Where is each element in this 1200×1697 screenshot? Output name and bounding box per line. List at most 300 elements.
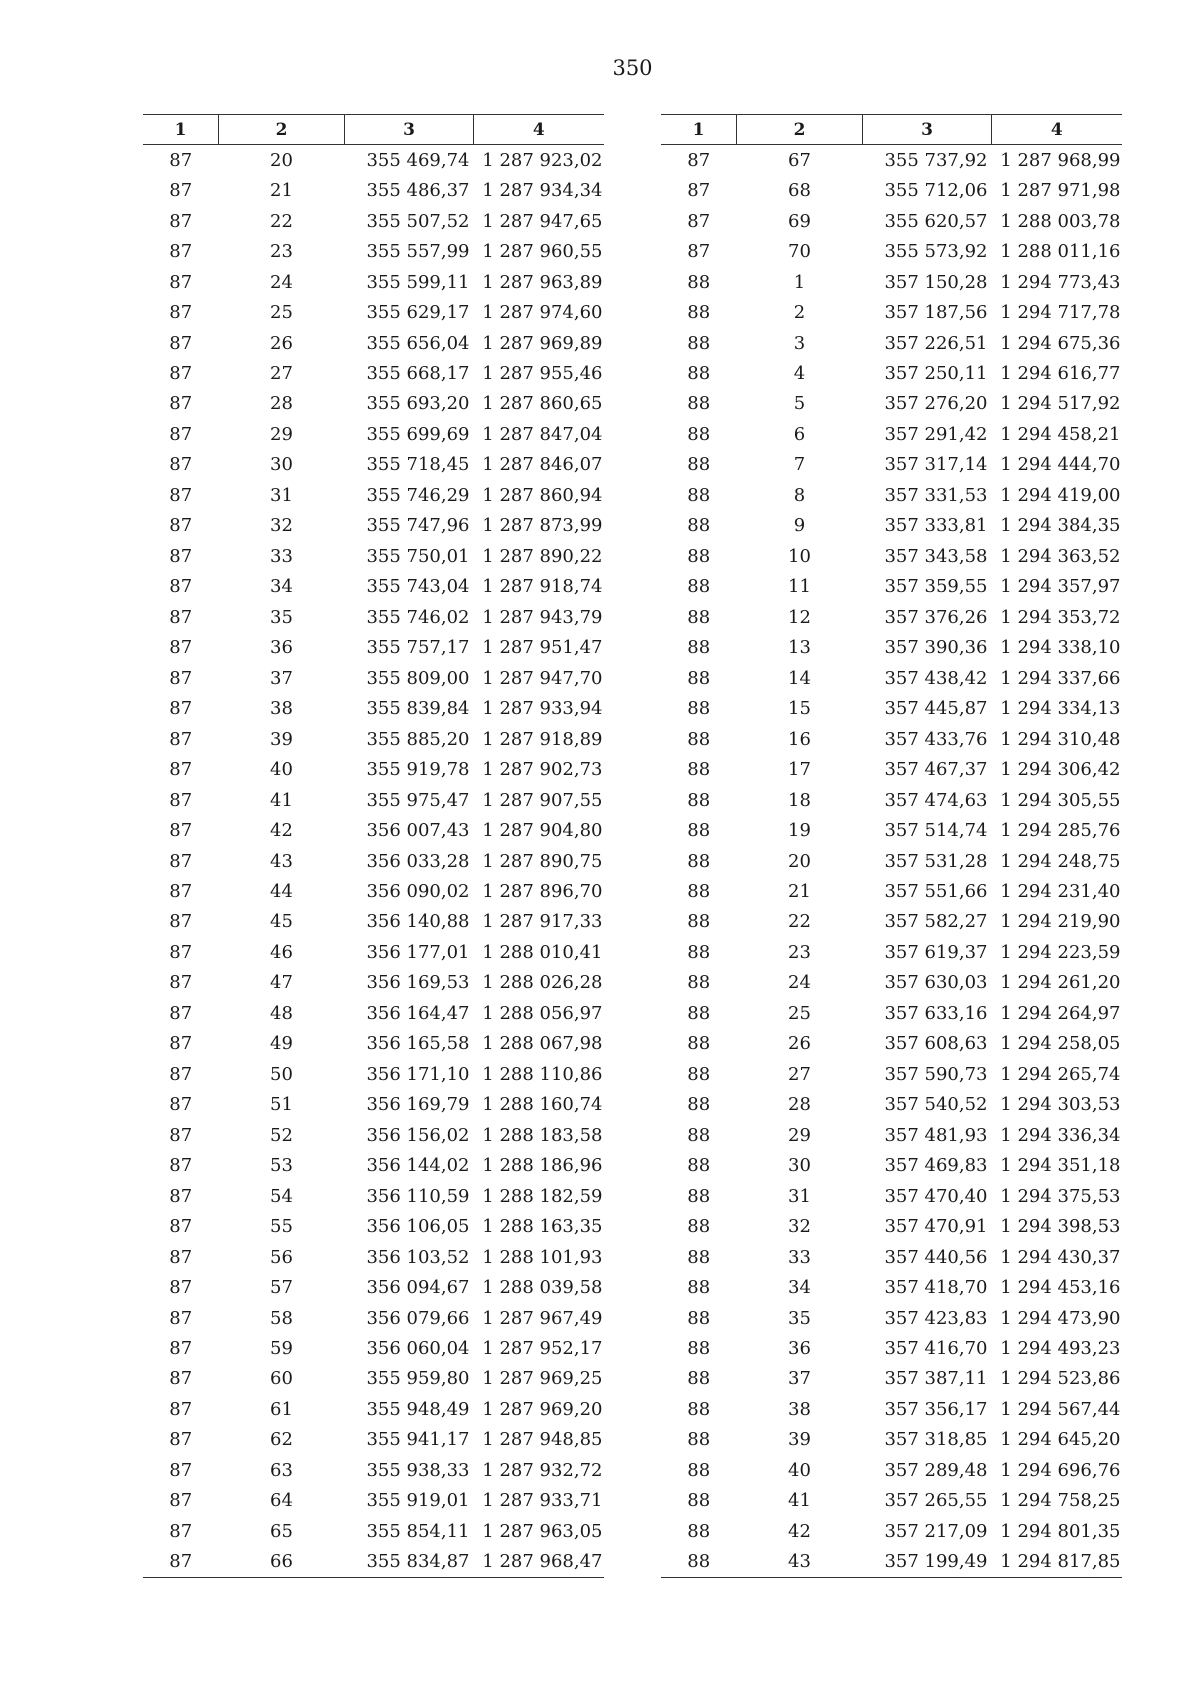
cell-col-4: 1 288 039,58 xyxy=(482,1277,603,1299)
table-row xyxy=(143,267,604,297)
table-row xyxy=(661,1516,1122,1546)
cell-col-1: 88 xyxy=(687,1398,711,1420)
column-header-1: 1 xyxy=(661,115,737,145)
cell-col-2: 51 xyxy=(270,1094,293,1116)
cell-col-1: 88 xyxy=(687,1124,711,1146)
cell-col-1: 87 xyxy=(169,1368,193,1390)
table-row xyxy=(661,1211,1122,1241)
table-row xyxy=(143,1150,604,1180)
cell-col-4: 1 288 183,58 xyxy=(482,1124,603,1146)
cell-col-2: 25 xyxy=(270,302,293,324)
cell-col-2: 31 xyxy=(788,1185,811,1207)
cell-col-4: 1 294 338,10 xyxy=(1000,637,1121,659)
table-row xyxy=(143,450,604,480)
cell-col-4: 1 287 971,98 xyxy=(1000,180,1121,202)
table-row xyxy=(661,419,1122,449)
table-row xyxy=(661,1333,1122,1363)
table-row xyxy=(661,876,1122,906)
cell-col-2: 27 xyxy=(270,363,293,385)
cell-col-3: 356 156,02 xyxy=(366,1124,470,1146)
table-row xyxy=(143,297,604,327)
cell-col-2: 36 xyxy=(788,1338,811,1360)
cell-col-2: 29 xyxy=(270,423,293,445)
table-row xyxy=(661,1547,1122,1578)
cell-col-2: 43 xyxy=(737,1547,863,1578)
table-body xyxy=(661,145,1122,1578)
cell-col-3: 355 599,11 xyxy=(366,271,470,293)
table-row xyxy=(661,724,1122,754)
cell-col-4: 1 294 817,85 xyxy=(992,1547,1122,1578)
cell-col-4: 1 288 067,98 xyxy=(482,1033,603,1055)
cell-col-3: 356 169,79 xyxy=(366,1094,470,1116)
cell-col-2: 47 xyxy=(270,972,293,994)
cell-col-1: 87 xyxy=(169,454,193,476)
table-row xyxy=(661,633,1122,663)
cell-col-4: 1 294 444,70 xyxy=(1000,454,1121,476)
cell-col-1: 87 xyxy=(169,210,193,232)
cell-col-4: 1 287 904,80 xyxy=(482,820,603,842)
table-row xyxy=(143,328,604,358)
cell-col-2: 41 xyxy=(788,1490,811,1512)
table-row xyxy=(661,1486,1122,1516)
cell-col-3: 356 094,67 xyxy=(366,1277,470,1299)
table-row xyxy=(661,267,1122,297)
cell-col-2: 15 xyxy=(788,698,811,720)
cell-col-4: 1 287 902,73 xyxy=(482,759,603,781)
cell-col-1: 87 xyxy=(169,1459,193,1481)
table-row xyxy=(661,1394,1122,1424)
cell-col-3: 356 144,02 xyxy=(366,1155,470,1177)
cell-col-1: 88 xyxy=(687,911,711,933)
cell-col-4: 1 287 969,20 xyxy=(482,1398,603,1420)
cell-col-1: 88 xyxy=(687,1368,711,1390)
cell-col-2: 56 xyxy=(270,1246,293,1268)
cell-col-4: 1 287 963,89 xyxy=(482,271,603,293)
cell-col-4: 1 294 717,78 xyxy=(1000,302,1121,324)
cell-col-4: 1 288 160,74 xyxy=(482,1094,603,1116)
cell-col-2: 25 xyxy=(788,1002,811,1024)
cell-col-2: 52 xyxy=(270,1124,293,1146)
cell-col-2: 40 xyxy=(270,759,293,781)
cell-col-3: 357 470,40 xyxy=(884,1185,988,1207)
cell-col-3: 355 948,49 xyxy=(366,1398,470,1420)
cell-col-3: 355 656,04 xyxy=(366,332,470,354)
cell-col-4: 1 288 003,78 xyxy=(1000,210,1121,232)
cell-col-3: 355 693,20 xyxy=(366,393,470,415)
cell-col-1: 87 xyxy=(169,850,193,872)
table-row xyxy=(661,1242,1122,1272)
cell-col-2: 54 xyxy=(270,1185,293,1207)
cell-col-3: 355 573,92 xyxy=(884,241,988,263)
table-header-row xyxy=(661,115,1122,145)
cell-col-4: 1 287 933,94 xyxy=(482,698,603,720)
cell-col-1: 87 xyxy=(169,1033,193,1055)
cell-col-4: 1 287 969,25 xyxy=(482,1368,603,1390)
cell-col-4: 1 287 923,02 xyxy=(482,149,603,171)
cell-col-2: 23 xyxy=(270,241,293,263)
cell-col-4: 1 294 473,90 xyxy=(1000,1307,1121,1329)
cell-col-1: 87 xyxy=(169,728,193,750)
cell-col-1: 87 xyxy=(169,515,193,537)
cell-col-4: 1 287 917,33 xyxy=(482,911,603,933)
cell-col-2: 33 xyxy=(270,545,293,567)
cell-col-1: 88 xyxy=(687,667,711,689)
cell-col-2: 42 xyxy=(270,820,293,842)
cell-col-2: 26 xyxy=(270,332,293,354)
cell-col-3: 357 276,20 xyxy=(884,393,988,415)
cell-col-3: 357 331,53 xyxy=(884,484,988,506)
cell-col-4: 1 287 890,22 xyxy=(482,545,603,567)
table-row xyxy=(143,1120,604,1150)
cell-col-2: 64 xyxy=(270,1490,293,1512)
cell-col-2: 20 xyxy=(788,850,811,872)
cell-col-3: 357 551,66 xyxy=(884,880,988,902)
table-row xyxy=(661,785,1122,815)
cell-col-4: 1 294 351,18 xyxy=(1000,1155,1121,1177)
table-row xyxy=(143,785,604,815)
cell-col-2: 18 xyxy=(788,789,811,811)
cell-col-4: 1 294 567,44 xyxy=(1000,1398,1121,1420)
cell-col-1: 88 xyxy=(687,1307,711,1329)
cell-col-2: 40 xyxy=(788,1459,811,1481)
cell-col-1: 87 xyxy=(169,1246,193,1268)
cell-col-3: 357 356,17 xyxy=(884,1398,988,1420)
cell-col-4: 1 294 375,53 xyxy=(1000,1185,1121,1207)
cell-col-1: 88 xyxy=(687,728,711,750)
cell-col-4: 1 294 453,16 xyxy=(1000,1277,1121,1299)
cell-col-1: 87 xyxy=(687,149,711,171)
table-row xyxy=(143,419,604,449)
page-number: 350 xyxy=(612,56,653,80)
table-row xyxy=(143,1333,604,1363)
cell-col-4: 1 294 219,90 xyxy=(1000,911,1121,933)
cell-col-1: 88 xyxy=(687,423,711,445)
cell-col-4: 1 287 860,94 xyxy=(482,484,603,506)
cell-col-4: 1 287 974,60 xyxy=(482,302,603,324)
cell-col-3: 356 106,05 xyxy=(366,1216,470,1238)
cell-col-1: 88 xyxy=(687,972,711,994)
cell-col-1: 87 xyxy=(169,1277,193,1299)
cell-col-1: 88 xyxy=(687,1338,711,1360)
cell-col-3: 357 387,11 xyxy=(884,1368,988,1390)
table-row xyxy=(143,480,604,510)
cell-col-1: 87 xyxy=(169,1520,193,1542)
cell-col-2: 37 xyxy=(270,667,293,689)
table-row xyxy=(143,1211,604,1241)
cell-col-3: 355 975,47 xyxy=(366,789,470,811)
cell-col-1: 88 xyxy=(687,789,711,811)
cell-col-4: 1 294 430,37 xyxy=(1000,1246,1121,1268)
table-row xyxy=(661,1181,1122,1211)
table-row xyxy=(143,815,604,845)
cell-col-4: 1 294 223,59 xyxy=(1000,941,1121,963)
cell-col-4: 1 287 951,47 xyxy=(482,637,603,659)
cell-col-1: 87 xyxy=(169,1185,193,1207)
table-row xyxy=(661,389,1122,419)
table-row xyxy=(143,968,604,998)
cell-col-2: 63 xyxy=(270,1459,293,1481)
cell-col-4: 1 288 110,86 xyxy=(482,1063,603,1085)
cell-col-3: 357 418,70 xyxy=(884,1277,988,1299)
table-row xyxy=(661,1303,1122,1333)
cell-col-3: 357 359,55 xyxy=(884,576,988,598)
cell-col-4: 1 294 337,66 xyxy=(1000,667,1121,689)
cell-col-2: 32 xyxy=(270,515,293,537)
cell-col-1: 88 xyxy=(687,1429,711,1451)
cell-col-4: 1 294 353,72 xyxy=(1000,606,1121,628)
cell-col-4: 1 294 264,97 xyxy=(1000,1002,1121,1024)
coordinates-table-left xyxy=(143,114,604,1578)
cell-col-4: 1 294 285,76 xyxy=(1000,820,1121,842)
cell-col-4: 1 288 026,28 xyxy=(482,972,603,994)
cell-col-1: 87 xyxy=(169,789,193,811)
cell-col-3: 357 333,81 xyxy=(884,515,988,537)
cell-col-4: 1 287 896,70 xyxy=(482,880,603,902)
cell-col-2: 37 xyxy=(788,1368,811,1390)
table-row xyxy=(143,846,604,876)
cell-col-4: 1 287 934,34 xyxy=(482,180,603,202)
cell-col-4: 1 294 517,92 xyxy=(1000,393,1121,415)
cell-col-4: 1 287 943,79 xyxy=(482,606,603,628)
cell-col-4: 1 288 182,59 xyxy=(482,1185,603,1207)
cell-col-1: 88 xyxy=(687,698,711,720)
cell-col-4: 1 287 860,65 xyxy=(482,393,603,415)
cell-col-4: 1 287 907,55 xyxy=(482,789,603,811)
cell-col-2: 6 xyxy=(793,423,806,445)
cell-col-4: 1 294 675,36 xyxy=(1000,332,1121,354)
cell-col-1: 87 xyxy=(169,576,193,598)
cell-col-3: 355 854,11 xyxy=(366,1520,470,1542)
cell-col-3: 357 470,91 xyxy=(884,1216,988,1238)
cell-col-4: 1 294 419,00 xyxy=(1000,484,1121,506)
cell-col-2: 39 xyxy=(270,728,293,750)
cell-col-2: 59 xyxy=(270,1338,293,1360)
cell-col-2: 16 xyxy=(788,728,811,750)
cell-col-2: 48 xyxy=(270,1002,293,1024)
cell-col-2: 4 xyxy=(793,363,806,385)
cell-col-1: 88 xyxy=(687,1063,711,1085)
table-row xyxy=(143,724,604,754)
cell-col-1: 87 xyxy=(169,332,193,354)
table-row xyxy=(143,1242,604,1272)
cell-col-4: 1 294 616,77 xyxy=(1000,363,1121,385)
table-row xyxy=(661,1059,1122,1089)
cell-col-3: 357 582,27 xyxy=(884,911,988,933)
cell-col-2: 10 xyxy=(788,545,811,567)
cell-col-4: 1 287 890,75 xyxy=(482,850,603,872)
cell-col-2: 69 xyxy=(788,210,811,232)
cell-col-3: 355 469,74 xyxy=(366,149,470,171)
cell-col-4: 1 294 357,97 xyxy=(1000,576,1121,598)
cell-col-3: 357 467,37 xyxy=(884,759,988,781)
cell-col-3: 357 531,28 xyxy=(884,850,988,872)
cell-col-4: 1 294 265,74 xyxy=(1000,1063,1121,1085)
cell-col-1: 87 xyxy=(169,1124,193,1146)
cell-col-1: 88 xyxy=(687,302,711,324)
cell-col-3: 355 746,02 xyxy=(366,606,470,628)
cell-col-2: 44 xyxy=(270,880,293,902)
cell-col-1: 87 xyxy=(169,820,193,842)
cell-col-4: 1 294 758,25 xyxy=(1000,1490,1121,1512)
cell-col-3: 357 187,56 xyxy=(884,302,988,324)
table-row xyxy=(661,1272,1122,1302)
table-row xyxy=(661,480,1122,510)
cell-col-3: 355 737,92 xyxy=(884,149,988,171)
cell-col-1: 87 xyxy=(169,759,193,781)
cell-col-2: 21 xyxy=(270,180,293,202)
cell-col-1: 88 xyxy=(687,759,711,781)
cell-col-3: 357 291,42 xyxy=(884,423,988,445)
column-header-1: 1 xyxy=(143,115,219,145)
cell-col-3: 357 226,51 xyxy=(884,332,988,354)
cell-col-1: 88 xyxy=(687,363,711,385)
cell-col-4: 1 294 458,21 xyxy=(1000,423,1121,445)
cell-col-2: 55 xyxy=(270,1216,293,1238)
cell-col-2: 24 xyxy=(788,972,811,994)
cell-col-3: 356 033,28 xyxy=(366,850,470,872)
column-header-2: 2 xyxy=(737,115,863,145)
cell-col-3: 357 265,55 xyxy=(884,1490,988,1512)
cell-col-1: 87 xyxy=(169,1155,193,1177)
table-row xyxy=(661,663,1122,693)
cell-col-2: 31 xyxy=(270,484,293,506)
table-row xyxy=(661,297,1122,327)
cell-col-3: 356 169,53 xyxy=(366,972,470,994)
cell-col-1: 88 xyxy=(687,1033,711,1055)
cell-col-3: 357 590,73 xyxy=(884,1063,988,1085)
cell-col-3: 355 620,57 xyxy=(884,210,988,232)
table-row xyxy=(143,572,604,602)
cell-col-2: 13 xyxy=(788,637,811,659)
cell-col-1: 88 xyxy=(661,1547,737,1578)
table-row xyxy=(661,1425,1122,1455)
cell-col-4: 1 287 967,49 xyxy=(482,1307,603,1329)
table-row xyxy=(143,1486,604,1516)
cell-col-2: 41 xyxy=(270,789,293,811)
cell-col-3: 355 834,87 xyxy=(345,1547,474,1578)
cell-col-1: 87 xyxy=(169,606,193,628)
cell-col-1: 88 xyxy=(687,850,711,872)
cell-col-3: 355 668,17 xyxy=(366,363,470,385)
table-row xyxy=(143,1029,604,1059)
cell-col-3: 357 481,93 xyxy=(884,1124,988,1146)
cell-col-3: 357 250,11 xyxy=(884,363,988,385)
coordinates-table-right xyxy=(661,114,1122,1578)
table-body xyxy=(143,145,604,1578)
cell-col-4: 1 294 310,48 xyxy=(1000,728,1121,750)
table-row xyxy=(661,998,1122,1028)
cell-col-2: 61 xyxy=(270,1398,293,1420)
cell-col-3: 356 164,47 xyxy=(366,1002,470,1024)
cell-col-4: 1 287 960,55 xyxy=(482,241,603,263)
cell-col-1: 88 xyxy=(687,606,711,628)
table-row xyxy=(143,876,604,906)
cell-col-2: 34 xyxy=(788,1277,811,1299)
table-header-row xyxy=(143,115,604,145)
table-row xyxy=(143,175,604,205)
table-row xyxy=(661,602,1122,632)
cell-col-2: 21 xyxy=(788,880,811,902)
cell-col-2: 45 xyxy=(270,911,293,933)
cell-col-2: 26 xyxy=(788,1033,811,1055)
cell-col-1: 87 xyxy=(169,1398,193,1420)
cell-col-2: 17 xyxy=(788,759,811,781)
cell-col-2: 12 xyxy=(788,606,811,628)
column-header-4: 4 xyxy=(474,115,604,145)
table-row xyxy=(143,358,604,388)
cell-col-3: 356 165,58 xyxy=(366,1033,470,1055)
cell-col-2: 11 xyxy=(788,576,811,598)
cell-col-4: 1 287 952,17 xyxy=(482,1338,603,1360)
cell-col-3: 357 633,16 xyxy=(884,1002,988,1024)
cell-col-3: 355 718,45 xyxy=(366,454,470,476)
cell-col-1: 88 xyxy=(687,515,711,537)
table-row xyxy=(661,937,1122,967)
cell-col-1: 87 xyxy=(169,545,193,567)
table-row xyxy=(143,145,604,176)
table-row xyxy=(661,1364,1122,1394)
cell-col-4: 1 294 363,52 xyxy=(1000,545,1121,567)
cell-col-3: 357 514,74 xyxy=(884,820,988,842)
cell-col-4: 1 287 963,05 xyxy=(482,1520,603,1542)
table-row xyxy=(143,1272,604,1302)
cell-col-4: 1 288 101,93 xyxy=(482,1246,603,1268)
column-header-3: 3 xyxy=(345,115,474,145)
table-row xyxy=(143,998,604,1028)
cell-col-1: 87 xyxy=(169,1338,193,1360)
table-row xyxy=(143,693,604,723)
cell-col-1: 87 xyxy=(169,1063,193,1085)
cell-col-2: 33 xyxy=(788,1246,811,1268)
cell-col-2: 60 xyxy=(270,1368,293,1390)
cell-col-4: 1 287 873,99 xyxy=(482,515,603,537)
cell-col-3: 357 619,37 xyxy=(884,941,988,963)
cell-col-4: 1 294 773,43 xyxy=(1000,271,1121,293)
table-row xyxy=(143,1455,604,1485)
cell-col-4: 1 287 918,89 xyxy=(482,728,603,750)
table-row xyxy=(143,633,604,663)
table-row xyxy=(143,1394,604,1424)
cell-col-3: 356 177,01 xyxy=(366,941,470,963)
cell-col-1: 88 xyxy=(687,820,711,842)
cell-col-4: 1 294 248,75 xyxy=(1000,850,1121,872)
cell-col-2: 57 xyxy=(270,1277,293,1299)
cell-col-3: 357 630,03 xyxy=(884,972,988,994)
cell-col-3: 355 885,20 xyxy=(366,728,470,750)
cell-col-2: 67 xyxy=(788,149,811,171)
table-row xyxy=(661,846,1122,876)
cell-col-2: 53 xyxy=(270,1155,293,1177)
cell-col-3: 356 079,66 xyxy=(366,1307,470,1329)
cell-col-3: 357 540,52 xyxy=(884,1094,988,1116)
cell-col-3: 357 217,09 xyxy=(884,1520,988,1542)
cell-col-2: 43 xyxy=(270,850,293,872)
cell-col-4: 1 294 398,53 xyxy=(1000,1216,1121,1238)
cell-col-4: 1 287 932,72 xyxy=(482,1459,603,1481)
cell-col-1: 88 xyxy=(687,1094,711,1116)
cell-col-3: 357 423,83 xyxy=(884,1307,988,1329)
cell-col-2: 65 xyxy=(270,1520,293,1542)
cell-col-3: 355 941,17 xyxy=(366,1429,470,1451)
table-row xyxy=(661,907,1122,937)
cell-col-4: 1 294 305,55 xyxy=(1000,789,1121,811)
table-row xyxy=(143,1516,604,1546)
cell-col-2: 28 xyxy=(788,1094,811,1116)
cell-col-2: 28 xyxy=(270,393,293,415)
cell-col-1: 87 xyxy=(687,180,711,202)
cell-col-3: 355 757,17 xyxy=(366,637,470,659)
cell-col-1: 88 xyxy=(687,1246,711,1268)
